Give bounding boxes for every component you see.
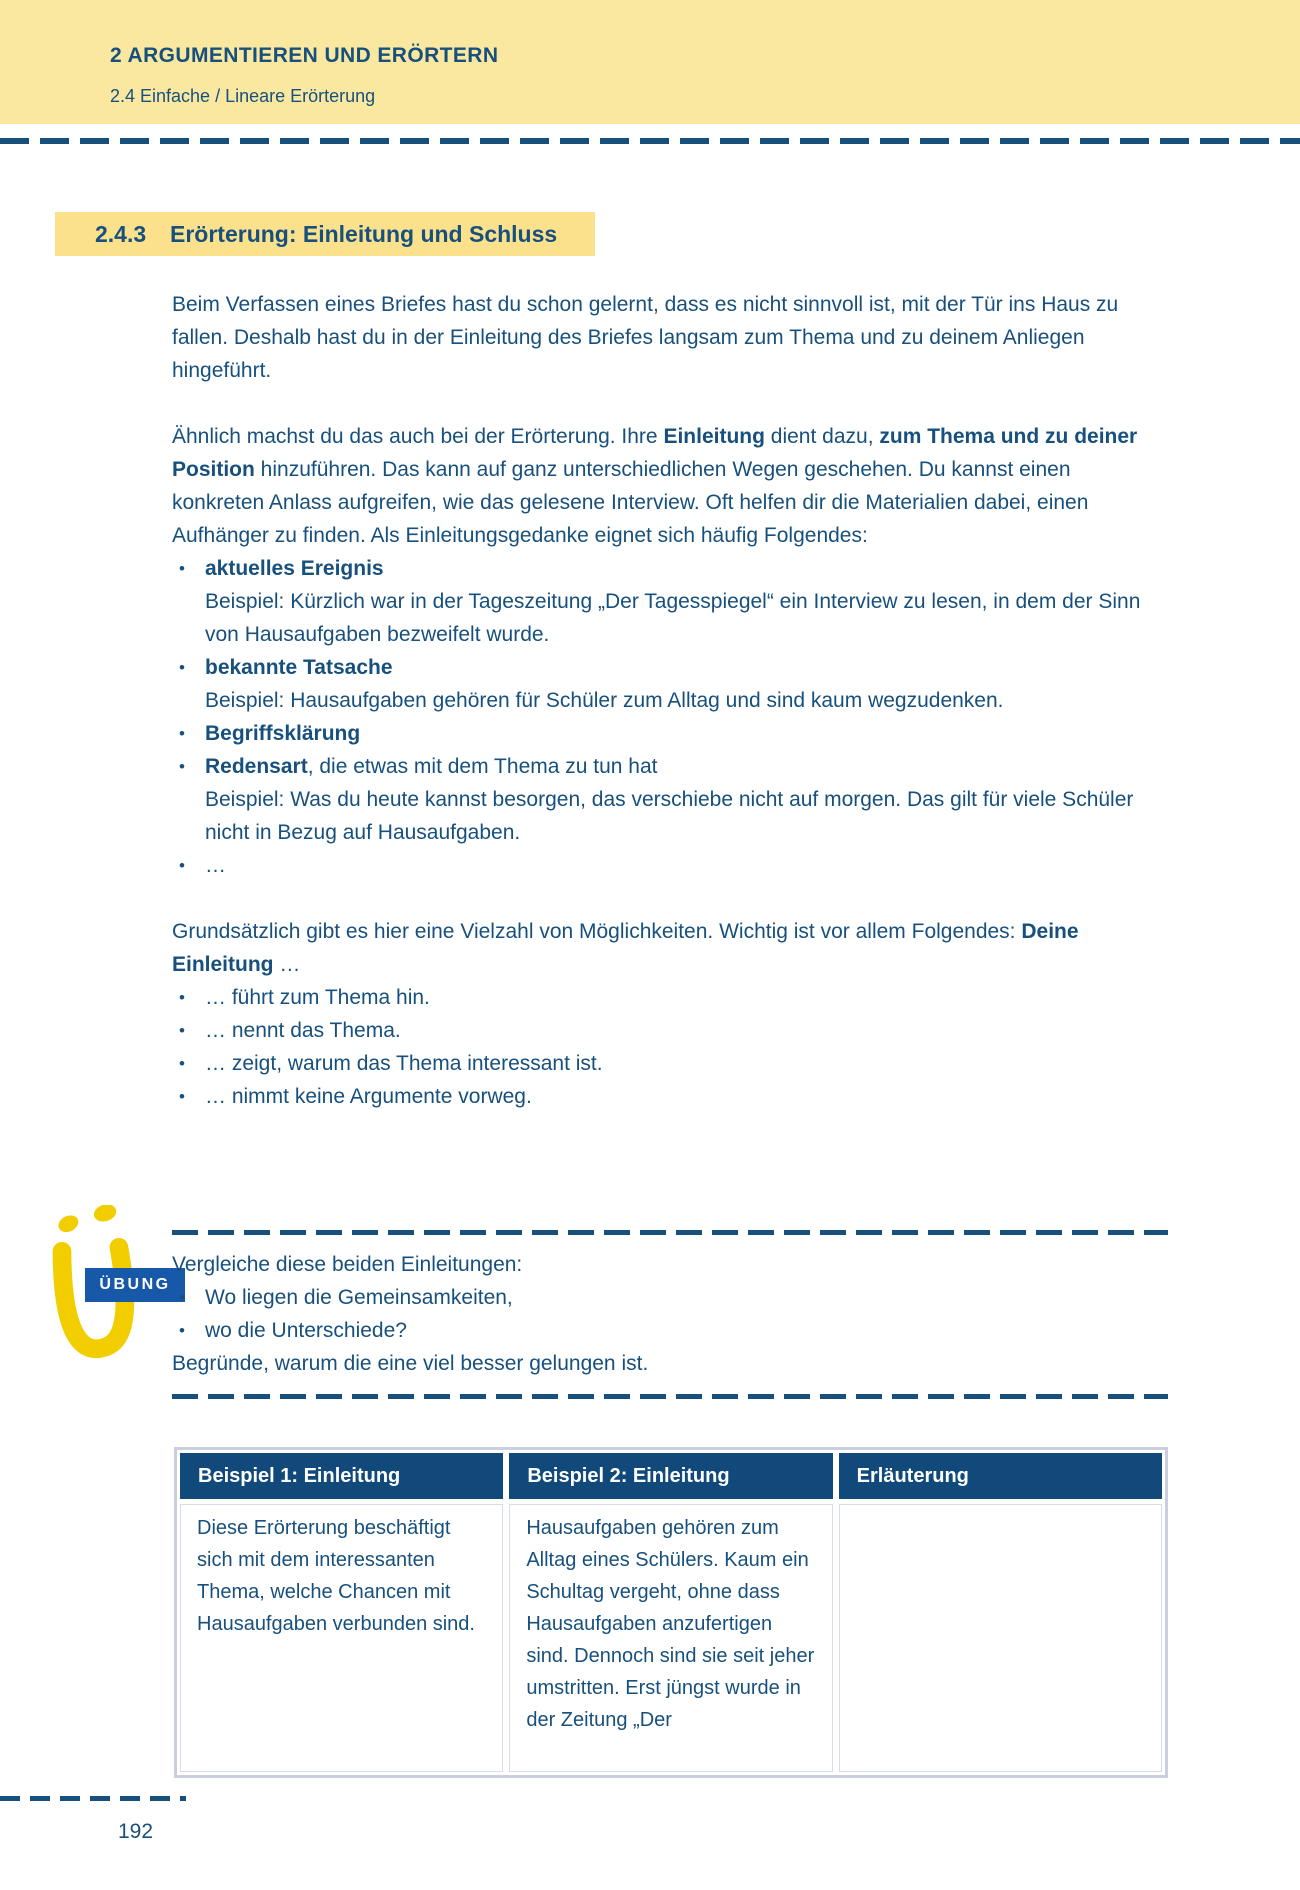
list-item xyxy=(172,552,1168,651)
table-header-cell: Beispiel 1: Einleitung xyxy=(180,1453,503,1499)
table-header-cell: Erläuterung xyxy=(839,1453,1162,1499)
item-rest: … xyxy=(205,854,226,877)
paragraph-bold-text: Einleitung xyxy=(663,425,765,448)
intro-paragraph-2 xyxy=(172,420,1168,552)
list-item xyxy=(172,717,1168,750)
checklist-item: • … nimmt keine Argumente vorweg. xyxy=(172,1080,1168,1113)
checklist-item: • … nennt das Thema. xyxy=(172,1014,1168,1047)
page-number: 192 xyxy=(118,1820,154,1843)
item-term: Begriffsklärung xyxy=(205,722,361,745)
chapter-title: 2 ARGUMENTIEREN UND ERÖRTERN xyxy=(110,44,499,67)
einleitung-checklist xyxy=(172,981,1168,1113)
exercise-bullet: • Wo liegen die Gemeinsamkeiten, xyxy=(172,1281,1168,1314)
main-content xyxy=(172,288,1168,1113)
section-heading-highlight xyxy=(55,212,595,256)
exercise-bottom-rule xyxy=(172,1394,1168,1399)
exercise-outro: Begründe, warum die eine viel besser gelungen ist. xyxy=(172,1352,649,1375)
checklist-item: • … führt zum Thema hin. xyxy=(172,981,1168,1014)
heading-title: Erörterung: Einleitung und Schluss xyxy=(170,221,558,247)
table-body-cell: Diese Erörterung beschäftigt sich mit dem interessanten Thema, welche Chancen mit Hausaufgaben verbunden sind. xyxy=(180,1504,503,1772)
heading-number: 2.4.3 xyxy=(95,221,147,247)
transition-paragraph xyxy=(172,915,1168,981)
section-subtitle: 2.4 Einfache / Lineare Erörterung xyxy=(110,86,376,106)
item-example: Beispiel: Kürzlich war in der Tageszeitung „Der Tagesspiegel“ ein Interview zu lesen, in dem der Sinn von Hausaufgaben bezweifelt wurde. xyxy=(205,590,1141,646)
paragraph-text: hinzuführen. Das kann auf ganz unterschiedlichen Wegen geschehen. Du kannst einen konkreten Anlass aufgreifen, wie das gelesene Interview. Oft helfen dir die Materialien dabei, einen Aufhänger zu finden. Als Einleitungsgedanke eignet sich häufig Folgendes: xyxy=(172,458,1089,547)
list-item xyxy=(172,849,1168,882)
item-example: Beispiel: Was du heute kannst besorgen, das verschiebe nicht auf morgen. Das gilt für viele Schüler nicht in Bezug auf Hausaufgaben. xyxy=(205,788,1134,844)
intro-paragraph-1: Beim Verfassen eines Briefes hast du schon gelernt, dass es nicht sinnvoll ist, mit der Tür ins Haus zu fallen. Deshalb hast du in der Einleitung des Briefes langsam zum Thema und zu deinem Anliegen hingeführt. xyxy=(172,293,1119,382)
page-header-band xyxy=(0,0,1300,124)
lead-ideas-list xyxy=(172,552,1168,882)
checklist-item: • … zeigt, warum das Thema interessant ist. xyxy=(172,1047,1168,1080)
paragraph-bold-text: zum Thema und zu deiner Position xyxy=(172,425,1138,481)
top-dashed-rule xyxy=(0,138,1300,144)
item-term: bekannte Tatsache xyxy=(205,656,393,679)
paragraph-text: Grundsätzlich gibt es hier eine Vielzahl von Möglichkeiten. Wichtig ist vor allem Folgendes: xyxy=(172,920,1022,943)
exercise-intro: Vergleiche diese beiden Einleitungen: xyxy=(172,1253,523,1276)
table-body-cell xyxy=(839,1504,1162,1772)
paragraph-text: … xyxy=(273,953,301,976)
table-header-cell: Beispiel 2: Einleitung xyxy=(509,1453,832,1499)
exercise-block xyxy=(172,1248,1168,1380)
list-item xyxy=(172,651,1168,717)
item-example: Beispiel: Hausaufgaben gehören für Schüler zum Alltag und sind kaum wegzudenken. xyxy=(205,689,1004,712)
paragraph-bold-text: Deine Einleitung xyxy=(172,920,1079,976)
item-rest: , die etwas mit dem Thema zu tun hat xyxy=(307,755,658,778)
paragraph-text: Ähnlich machst du das auch bei der Erörterung. Ihre xyxy=(172,425,664,448)
comparison-table xyxy=(174,1447,1168,1778)
item-term: Redensart xyxy=(205,755,308,778)
exercise-top-rule xyxy=(172,1230,1168,1235)
uebung-badge: ÜBUNG xyxy=(85,1268,185,1302)
item-term: aktuelles Ereignis xyxy=(205,557,384,580)
list-item xyxy=(172,750,1168,849)
footer-dashed-rule xyxy=(0,1796,186,1801)
table-body-cell: Hausaufgaben gehören zum Alltag eines Schülers. Kaum ein Schultag vergeht, ohne dass Hausaufgaben anzufertigen sind. Dennoch sind sie seit jeher umstritten. Erst jüngst wurde in der Zeitung „Der xyxy=(509,1504,832,1772)
exercise-bullet-list xyxy=(172,1281,1168,1347)
exercise-bullet: • wo die Unterschiede? xyxy=(172,1314,1168,1347)
paragraph-text: dient dazu, xyxy=(764,425,880,448)
